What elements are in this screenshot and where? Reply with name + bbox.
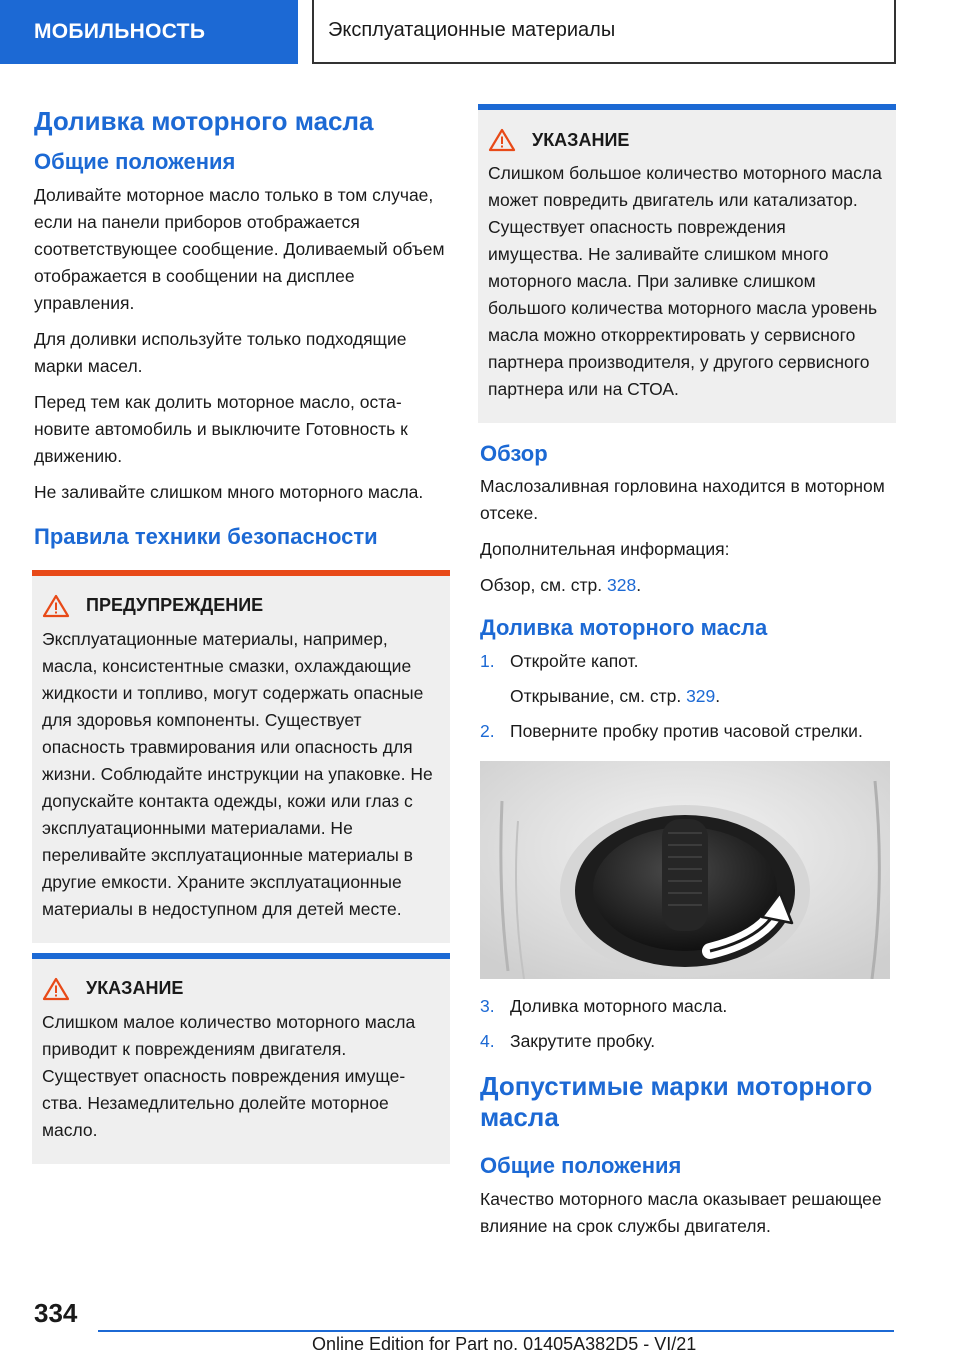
general-paragraph: Для доливки используйте только подходящие марки масел.: [34, 328, 407, 376]
overview-heading: Обзор: [480, 441, 548, 466]
step-number: 4.: [480, 1030, 495, 1051]
grades-general-heading: Общие положения: [480, 1153, 682, 1179]
overview-text: Маслозаливная горловина находится в моторном отсеке.: [480, 476, 885, 524]
step-text: Откройте капот.: [510, 650, 639, 671]
overview-ref-prefix: Обзор, см. стр.: [480, 575, 607, 596]
step-sub-suffix: .: [715, 685, 721, 706]
step-number: 2.: [480, 720, 495, 741]
procedure-steps-continued: [480, 993, 896, 1055]
general-heading: Общие положения: [34, 149, 236, 175]
step-number: 1.: [480, 650, 495, 671]
warning-triangle-icon: [42, 594, 70, 618]
step-text: Доливка моторного масла.: [510, 995, 728, 1016]
step-item: [480, 718, 896, 745]
notice-label: УКАЗАНИЕ: [532, 129, 630, 150]
overview-ref-suffix: .: [636, 575, 642, 596]
general-paragraph: Перед тем как долить моторное масло, остановите автомобиль и выключите Готовность к движению.: [34, 391, 408, 466]
step-item: [480, 993, 896, 1020]
step-item: [480, 1028, 896, 1055]
general-paragraph: Не заливайте слишком много моторного масла.: [34, 481, 424, 502]
warning-triangle-icon: [42, 977, 70, 1001]
overview-page-link[interactable]: 328: [607, 575, 637, 596]
page-number: 334: [34, 1298, 78, 1328]
notice-text: Слишком большое количество моторного масла может повредить двигатель или катализатор. Существует опасность повреждения имущества. Не заливайте слишком много моторного масла. При заливке слишком большого количества моторного масла уровень масла можно откорректировать у сервисного партнера производителя, у другого сервисного партнера или на СТОА.: [488, 163, 882, 399]
footer-divider: [98, 1330, 894, 1332]
safety-heading: Правила техники безопасности: [34, 523, 378, 549]
grades-heading: Допустимые марки моторного масла: [480, 1070, 873, 1132]
notice-text: Слишком малое количество моторного масла приводит к повреждениям двигателя. Существует опасность повреждения имущества. Незамедлительно долейте моторное масло.: [42, 1011, 416, 1140]
procedure-heading: Доливка моторного масла: [480, 615, 768, 641]
step-text: Закрутите пробку.: [510, 1030, 656, 1051]
notice-label: УКАЗАНИЕ: [86, 978, 184, 999]
chapter-title: Эксплуатационные материалы: [312, 0, 896, 64]
grades-text: Качество моторного масла оказывает решающее влияние на срок службы двигателя.: [480, 1188, 882, 1236]
step-subtext: [510, 683, 720, 710]
step-text: Поверните пробку против часовой стрелки.: [510, 720, 863, 741]
warning-text: Эксплуатационные материалы, например, масла, консистентные смазки, охлаждающие жидкости и топливо, могут содержать опасные для здоровья компоненты. Существует опасность травмирования или опасность для жизни. Соблюдайте инструкции на упаковке. Не допускайте контакта одежды, кожи или глаз с эксплуатационными материалами. Не переливайте эксплуатационные материалы в другие емкости. Храните эксплуатационные материалы в недоступном для детей месте.: [42, 628, 433, 919]
more-info-text: Дополнительная информация:: [480, 539, 730, 560]
footer-edition: Online Edition for Part no. 01405A382D5 - VI/21: [312, 1334, 697, 1354]
notice-box: [32, 953, 450, 1164]
warning-triangle-icon: [488, 128, 516, 152]
step-number: 3.: [480, 995, 495, 1016]
open-hood-page-link[interactable]: 329: [686, 685, 716, 706]
right-column: [480, 104, 896, 1249]
section-tab: МОБИЛЬНОСТЬ: [0, 0, 298, 64]
warning-label: ПРЕДУПРЕЖДЕНИЕ: [86, 595, 264, 616]
notice-box: [478, 104, 896, 423]
general-paragraph: Доливайте моторное масло только в том случае, если на панели приборов отображается соответствующее сообщение. Доливаемый объем отображается в сообщении на дисплее управления.: [34, 184, 445, 313]
left-column: [34, 96, 450, 1174]
oil-filler-cap-photo: [480, 761, 890, 979]
page-title: Доливка моторного масла: [34, 106, 374, 136]
overview-reference: [480, 572, 896, 599]
procedure-steps: [480, 648, 896, 745]
warning-box: [32, 570, 450, 943]
step-sub-prefix: Открывание, см. стр.: [510, 685, 687, 706]
step-item: [480, 648, 896, 710]
